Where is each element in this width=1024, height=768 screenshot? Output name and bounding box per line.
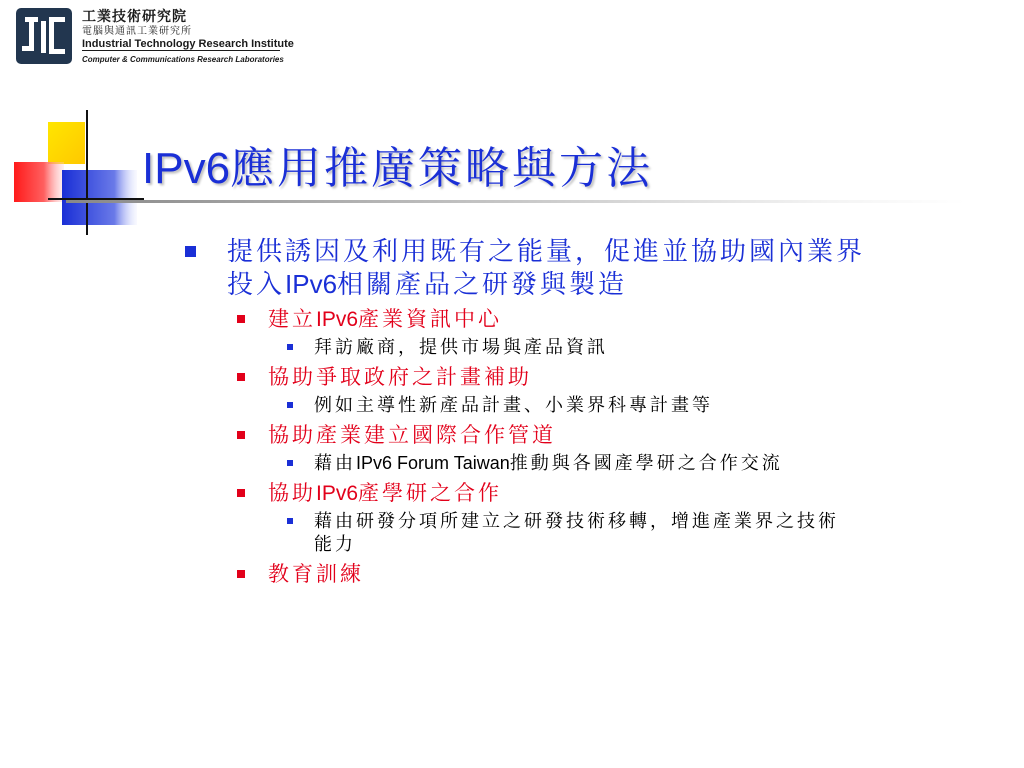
sub-sub-bullet: 藉由研發分項所建立之研發技術移轉，增進產業界之技術能力 [185,510,854,556]
header-divider [82,50,280,51]
org-name-zh: 工業技術研究院 [82,9,187,25]
sub-bullet: 協助IPv6產學研之合作 [185,479,865,508]
sub-bullet: 協助爭取政府之計畫補助 [185,363,865,392]
org-header [82,9,294,66]
square-bullet-icon [287,402,293,408]
sub-bullet: 建立IPv6產業資訊中心 [185,305,865,334]
square-bullet-icon [185,246,196,257]
sub-bullet: 教育訓練 [185,560,865,589]
sub-sub-bullet: 藉由IPv6 Forum Taiwan推動與各國產學研之合作交流 [185,452,854,475]
main-bullet: 提供誘因及利用既有之能量，促進並協助國內業界投入IPv6相關產品之研發與製造 [185,236,865,301]
square-bullet-icon [237,315,245,323]
lab-name-en: Computer & Communications Research Laboratories [82,55,284,64]
sub-sub-bullet: 例如主導性新產品計畫、小業界科專計畫等 [185,394,854,417]
sub-sub-bullet: 拜訪廠商，提供市場與產品資訊 [185,336,854,359]
square-bullet-icon [237,570,245,578]
org-name-en: Industrial Technology Research Institute [82,38,294,50]
slide-content [185,236,865,589]
title-underline [66,200,966,203]
sub-bullet: 協助產業建立國際合作管道 [185,421,865,450]
itri-logo-icon [16,8,72,64]
square-bullet-icon [237,431,245,439]
square-bullet-icon [287,344,293,350]
square-bullet-icon [287,460,293,466]
square-bullet-icon [237,489,245,497]
slide-title: IPv6應用推廣策略與方法 [142,143,654,194]
square-bullet-icon [287,518,293,524]
title-decoration [0,100,150,235]
square-bullet-icon [237,373,245,381]
lab-name-zh: 電腦與通訊工業研究所 [82,26,192,37]
